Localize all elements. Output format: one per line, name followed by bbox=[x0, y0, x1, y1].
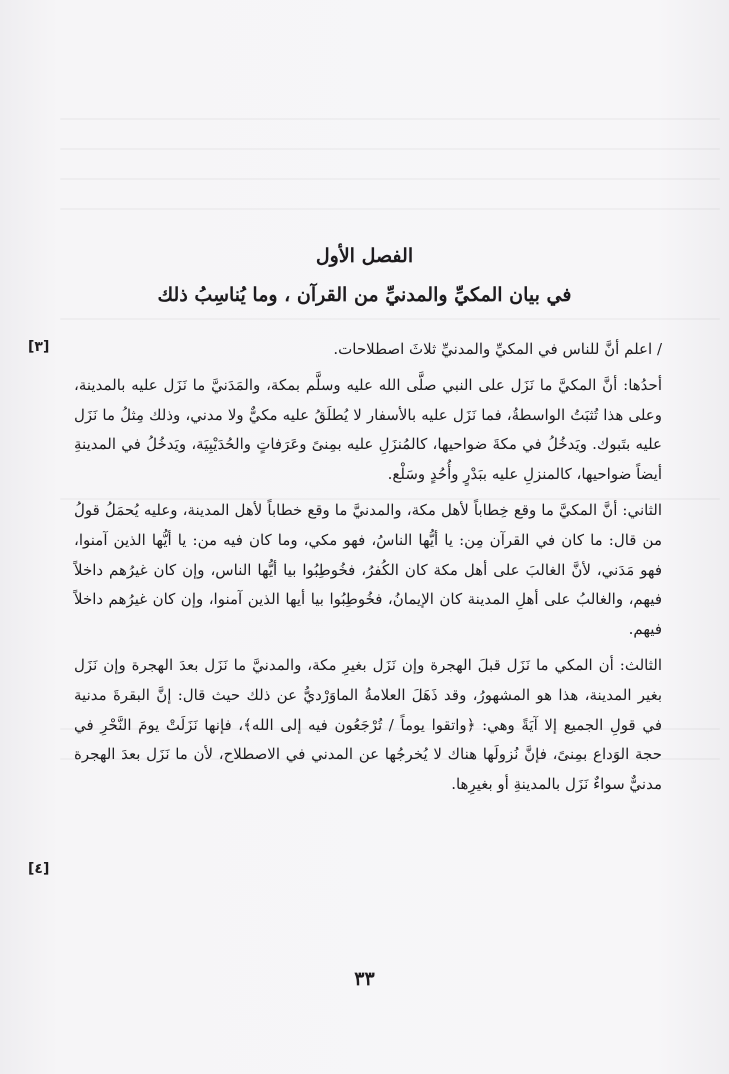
bleed-through-line bbox=[60, 318, 720, 320]
bleed-through-line bbox=[60, 178, 720, 180]
page-number: ٣٣ bbox=[354, 968, 375, 990]
margin-reference: [٤] bbox=[28, 861, 50, 877]
body-text bbox=[74, 335, 662, 806]
bleed-through-line bbox=[60, 118, 720, 120]
chapter-title: الفصل الأول bbox=[315, 245, 414, 267]
paragraph: الثاني: أنَّ المكيَّ ما وقع خِطاباً لأهل مكة، والمدنيَّ ما وقع خطاباً لأهل المدينة، وعليه يُحمَلُ قولُ من قال: ما كان في القرآن مِن: يا أيُّها الناسُ، فهو مكي، وما كان فيه من: يا أيُّها الذين آمنوا، فهو مَدَني، لأنَّ الغالبَ على أهل مكة كان الكُفرُ، فخُوطِبُوا بيا أيُّها الناس، وإن كان غيرُهم داخلاً فيهم، والغالبُ على أهلِ المدينة كان الإيمانُ، فخُوطِبُوا بيا أيها الذين آمنوا، وإن كان غيرُهم داخلاً فيهم. bbox=[74, 500, 662, 639]
bleed-through-line bbox=[60, 208, 720, 210]
bleed-through-line bbox=[60, 148, 720, 150]
chapter-subtitle: في بيان المكيِّ والمدنيِّ من القرآن ، وما يُناسِبُ ذلك bbox=[157, 284, 572, 306]
paragraph: أحدُها: أنَّ المكيَّ ما نَزَل على النبي صلَّى الله عليه وسلَّم بمكة، والمَدَنيَّ ما نَزَل عليه بالمدينة، وعلى هذا تُثبَتُ الواسطةُ، فما نَزَل عليه بالأسفار لا يُطلَقُ عليه مكيٌّ ولا مدني، وذلك مِثلُ ما نَزَل عليه بتَبوك. ويَدخُلُ في مكةَ ضواحيها، كالمُنزَلِ عليه بمِنىً وعَرَفاتٍ والحُدَيْبِيَة، ويَدخُلُ في المدينةِ أيضاً ضواحيها، كالمنزلِ عليه ببَدْرٍ وأُحُدٍ وسَلْع. bbox=[74, 375, 662, 484]
paragraph: الثالث: أن المكي ما نَزَل قبلَ الهجرة وإن نَزَل بغيرِ مكة، والمدنيَّ ما نَزَل بعدَ الهجرة وإن نَزَل بغير المدينة، هذا هو المشهورُ، وقد ذَهَلَ العلامةُ الماوَرْديُّ عن ذلك حيث قال: إنَّ البقرةَ مدنية في قولِ الجميع إلا آيَةً وهي: ﴿واتقوا يوماً / تُرْجَعُون فيه إلى الله﴾، فإنها نَزَلَتْ يومَ النَّحْرِ في حجة الوَداع بمِنىً، فإنَّ نُزولَها هناك لا يُخرجُها عن المدني في الاصطلاح، لأن ما نَزَل بعدَ الهجرة مدنيٌّ سواءٌ نَزَل بالمدينةِ أو بغيرِها. bbox=[74, 655, 662, 794]
paragraph: / اعلم أنَّ للناس في المكيِّ والمدنيِّ ثلاثَ اصطلاحات. bbox=[333, 340, 662, 358]
margin-reference: [٣] bbox=[28, 339, 50, 355]
